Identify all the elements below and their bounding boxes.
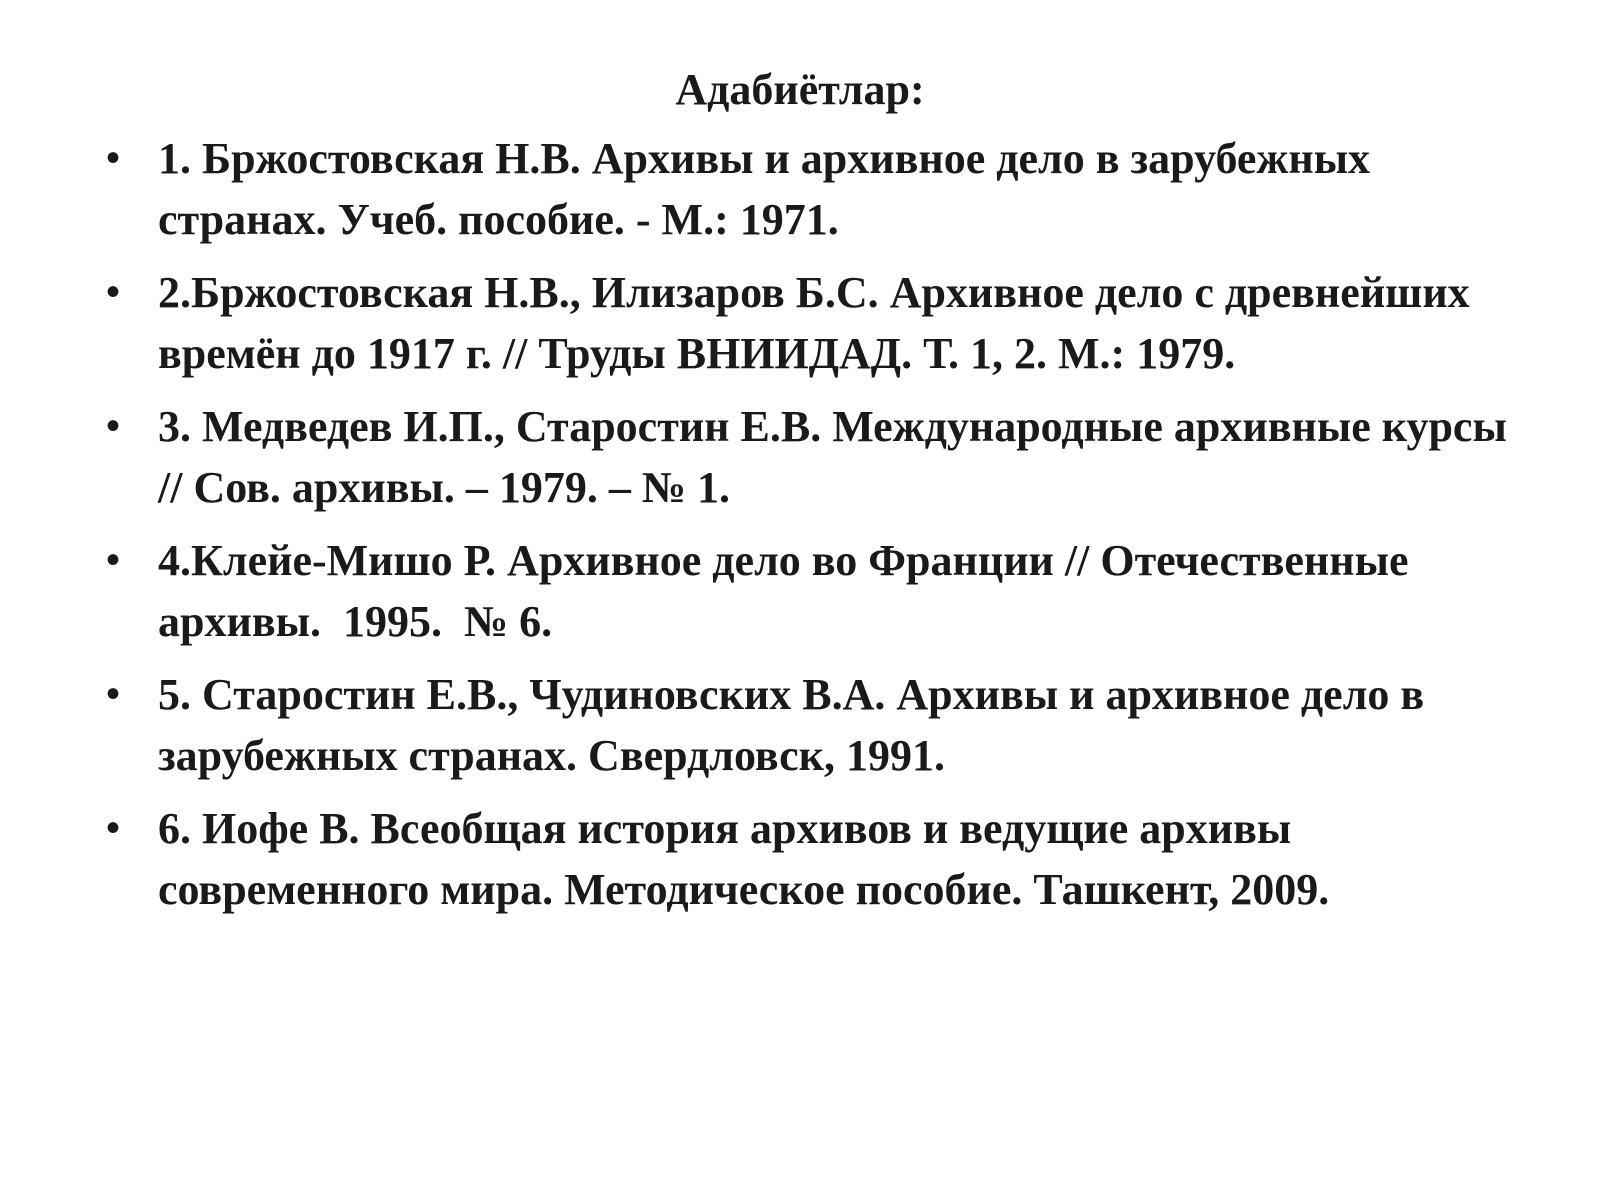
list-item: [105, 530, 1518, 652]
reference-list: [105, 128, 1518, 932]
reference-text: 6. Иофе В. Всеобщая история архивов и ведущие архивы современного мира. Методическое пособие. Ташкент, 2009.: [158, 804, 1330, 914]
list-item: [105, 664, 1518, 786]
bullet-icon: •: [105, 538, 120, 582]
bullet-icon: •: [105, 672, 120, 716]
list-item: [105, 396, 1518, 518]
reference-text: 5. Старостин Е.В., Чудиновских В.А. Архивы и архивное дело в зарубежных странах. Свердловск, 1991.: [158, 670, 1436, 780]
reference-text: 3. Медведев И.П., Старостин Е.В. Международные архивные курсы // Сов. архивы. – 1979. – № 1.: [158, 402, 1518, 512]
list-item: [105, 128, 1518, 250]
slide-title: Адабиётлар:: [675, 65, 925, 114]
list-item: [105, 262, 1518, 384]
bullet-icon: •: [105, 270, 120, 314]
bullet-icon: •: [105, 136, 120, 180]
reference-text: 1. Бржостовская Н.В. Архивы и архивное дело в зарубежных странах. Учеб. пособие. - М.: 1971.: [158, 134, 1382, 244]
bullet-icon: •: [105, 404, 120, 448]
reference-text: 2.Бржостовская Н.В., Илизаров Б.С. Архивное дело с древнейших времён до 1917 г. // Труды ВНИИДАД. Т. 1, 2. М.: 1979.: [158, 268, 1481, 378]
list-item: [105, 798, 1518, 920]
bullet-icon: •: [105, 806, 120, 850]
reference-text: 4.Клейе-Мишо Р. Архивное дело во Франции // Отечественные архивы. 1995. № 6.: [158, 536, 1431, 646]
